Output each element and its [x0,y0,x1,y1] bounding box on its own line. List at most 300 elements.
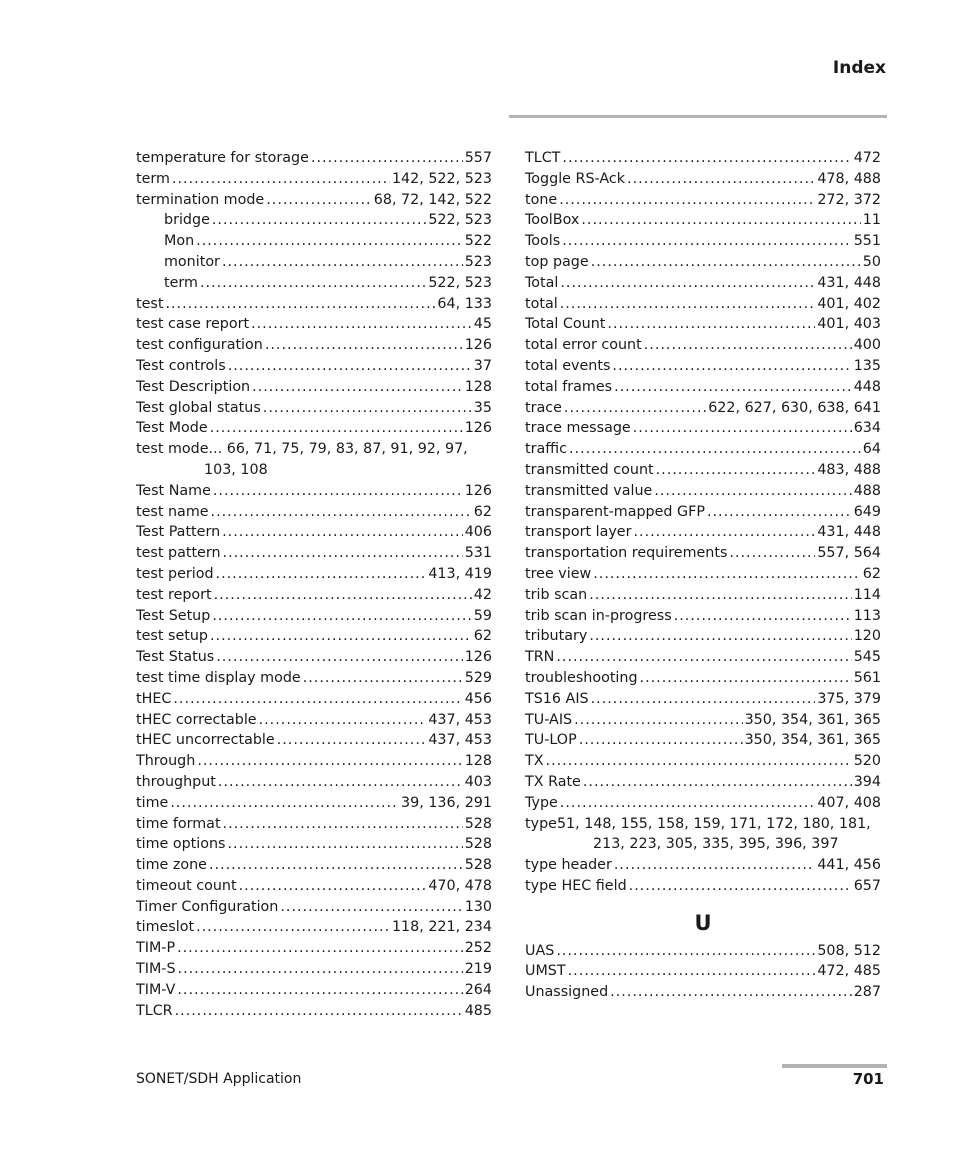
index-entry [525,543,881,564]
dot-leader [280,897,462,918]
index-entry [525,169,881,190]
index-pages: 130 [464,898,492,915]
index-entry [525,356,881,377]
dot-leader [589,585,851,606]
dot-leader [610,982,852,1003]
index-term: Test Status [136,649,215,666]
index-pages: 437, 453 [428,711,492,728]
index-entry [136,959,492,980]
dot-leader [211,502,472,523]
dot-leader [228,356,472,377]
index-pages: 50 [862,253,881,270]
dot-leader [562,231,851,252]
index-term: TS16 AIS [525,690,589,707]
dot-leader [591,689,816,710]
index-pages: 375, 379 [817,690,881,707]
index-term: tHEC correctable [136,711,257,728]
index-entry [525,855,881,876]
index-pages: 126 [464,420,492,437]
index-entry [136,418,492,439]
index-pages: 128 [464,378,492,395]
index-pages: 472 [853,150,881,166]
index-entry [525,460,881,481]
index-term: Test Setup [136,607,211,624]
dot-leader [707,502,852,523]
index-term: total [525,295,558,312]
index-entry [525,647,881,668]
index-pages: 64, 133 [437,295,492,312]
dot-leader [178,959,463,980]
dot-leader [175,1001,463,1022]
index-pages: 431, 448 [817,274,881,291]
index-pages: 407, 408 [817,794,881,811]
dot-leader [674,606,852,627]
index-term: Test Description [136,378,251,395]
index-term: TIM-S [136,961,176,978]
dot-leader [212,210,426,231]
index-entry [136,938,492,959]
index-entry [136,647,492,668]
index-term: Type [525,794,558,811]
dot-leader [311,148,463,169]
index-term: tone [525,191,558,208]
index-entry [525,668,881,689]
dot-leader [263,398,472,419]
dot-leader [216,564,427,585]
index-term: trace message [525,420,631,437]
dot-leader [729,543,815,564]
index-term: type header [525,857,612,874]
index-term: total error count [525,337,642,354]
index-term: tree view [525,565,592,582]
index-entry [525,273,881,294]
dot-leader [644,335,852,356]
index-entry [136,169,492,190]
index-entry [136,335,492,356]
index-entry [136,502,492,523]
index-term: transparent-mapped GFP [525,503,705,520]
index-pages: 557 [464,150,492,166]
index-term: Test controls [136,357,226,374]
index-pages: 62 [473,628,492,645]
index-entry [136,564,492,585]
index-term: Test Name [136,482,211,499]
dot-leader [196,231,463,252]
dot-leader [172,169,390,190]
dot-leader [223,814,463,835]
index-pages: 45 [473,316,492,333]
index-entry [136,314,492,335]
index-subentry [136,252,492,273]
index-term: Unassigned [525,984,609,1001]
index-term: test [136,295,164,312]
index-term: throughput [136,773,216,790]
dot-leader [222,522,463,543]
index-entry [136,876,492,897]
index-term: Tools [525,233,561,250]
dot-leader [562,148,851,169]
index-pages: 528 [464,836,492,853]
dot-leader [214,585,472,606]
index-pages: 39, 136, 291 [401,794,492,811]
dot-leader [303,668,463,689]
dot-leader [165,294,435,315]
index-pages: 401, 403 [817,316,881,333]
index-entry [525,564,881,585]
index-term: test report [136,586,212,603]
dot-leader [266,190,372,211]
index-entry [525,377,881,398]
dot-leader [656,460,816,481]
index-pages: 350, 354, 361, 365 [744,711,881,728]
index-pages: ... 66, 71, 75, 79, 83, 87, 91, 92, 97, [208,441,468,458]
index-entry [525,210,881,231]
index-entry [525,314,881,335]
index-pages: 448 [853,378,881,395]
index-pages: 68, 72, 142, 522 [373,191,492,208]
dot-leader [177,938,463,959]
index-entry [525,606,881,627]
index-term: top page [525,253,589,270]
index-entry [136,897,492,918]
index-pages: 472, 485 [817,963,881,980]
dot-leader [629,876,852,897]
dot-leader [607,314,815,335]
index-pages: 51, 148, 155, 158, 159, 171, 172, 180, 181, [556,815,871,832]
index-term: transportation requirements [525,545,728,562]
index-pages: 113 [853,607,881,624]
index-pages: 561 [853,669,881,686]
index-pages: 64 [862,441,881,458]
page-title: Index [832,58,886,78]
dot-leader [265,335,463,356]
index-entry [525,398,881,419]
dot-leader [259,710,427,731]
index-entry [136,710,492,731]
index-pages: 551 [853,233,881,250]
index-term: transmitted count [525,461,654,478]
index-subentry [136,231,492,252]
dot-leader [196,917,390,938]
index-entry [525,252,881,273]
index-pages: 520 [853,753,881,770]
index-entry [136,626,492,647]
dot-leader [277,730,427,751]
dot-leader [222,252,463,273]
footer-document-title: SONET/SDH Application [136,1071,302,1087]
index-entry [136,543,492,564]
index-term: monitor [164,253,220,270]
index-entry [525,294,881,315]
index-pages: 485 [464,1002,492,1019]
index-entry [136,1001,492,1022]
index-pages: 126 [464,649,492,666]
dot-leader [210,418,463,439]
dot-leader [560,294,816,315]
index-term: total frames [525,378,613,395]
index-term: Total Count [525,316,606,333]
footer-rule [782,1064,887,1068]
dot-leader [173,689,462,710]
index-term: test period [136,565,214,582]
index-pages: 118, 221, 234 [391,919,492,936]
index-term: test pattern [136,545,221,562]
dot-leader [546,751,852,772]
index-term: time zone [136,857,207,874]
index-term: Timer Configuration [136,898,279,915]
dot-leader [614,855,815,876]
index-term: tHEC uncorrectable [136,732,275,749]
index-term: TIM-P [136,940,176,957]
header-rule [509,115,887,118]
index-entry [136,814,492,835]
index-pages: 441, 456 [817,857,881,874]
index-term: tHEC [136,690,172,707]
index-term: TRN [525,649,555,666]
dot-leader [564,398,706,419]
index-entry [136,917,492,938]
index-term: termination mode [136,191,265,208]
dot-leader [213,481,463,502]
dot-leader [209,855,463,876]
index-entry [136,772,492,793]
dot-leader [583,772,852,793]
index-entry [136,606,492,627]
index-entry [525,481,881,502]
index-term: time [136,794,169,811]
index-entry [136,398,492,419]
index-term: TX Rate [525,773,581,790]
index-pages: 531 [464,545,492,562]
index-pages: 488 [853,482,881,499]
index-term: type HEC field [525,877,627,894]
index-term: trace [525,399,562,416]
index-pages: 59 [473,607,492,624]
dot-leader [228,834,463,855]
index-term: test name [136,503,209,520]
dot-leader [569,439,861,460]
index-pages: 437, 453 [428,732,492,749]
index-term: timeslot [136,919,195,936]
index-pages: 522 [464,233,492,250]
dot-leader [218,772,463,793]
index-term: trib scan in-progress [525,607,672,624]
index-pages: 120 [853,628,881,645]
index-pages: 400 [853,337,881,354]
index-pages: 219 [464,961,492,978]
index-pages: 35 [473,399,492,416]
index-pages: 522, 523 [428,212,492,229]
index-pages: 126 [464,337,492,354]
index-entry [525,961,881,982]
index-pages: 142, 522, 523 [391,170,492,187]
index-entry [525,814,881,856]
index-entry [525,730,881,751]
index-pages: 523 [464,253,492,270]
index-pages: 394 [853,773,881,790]
index-pages: 128 [464,753,492,770]
index-entry [136,522,492,543]
index-term: term [164,274,198,291]
index-pages-continued: 213, 223, 305, 335, 395, 396, 397 [593,836,839,853]
index-term: TLCT [525,150,561,166]
dot-leader [556,647,851,668]
index-term: ToolBox [525,212,580,229]
dot-leader [633,418,852,439]
index-entry [525,751,881,772]
index-pages: 403 [464,773,492,790]
index-pages: 272, 372 [817,191,881,208]
dot-leader [556,941,815,962]
dot-leader [559,190,815,211]
index-entry [136,793,492,814]
dot-leader [216,647,462,668]
index-entry [525,626,881,647]
dot-leader [593,564,861,585]
index-pages: 622, 627, 630, 638, 641 [708,399,881,416]
index-pages: 37 [473,357,492,374]
index-entry [525,941,881,962]
index-entry [136,585,492,606]
index-term: temperature for storage [136,150,309,166]
dot-leader [200,273,426,294]
dot-leader [177,980,462,1001]
index-entry [525,585,881,606]
index-entry [525,710,881,731]
dot-leader [654,481,851,502]
index-entry [136,148,492,169]
index-term: transport layer [525,524,632,541]
index-term: troubleshooting [525,669,638,686]
index-entry [525,418,881,439]
dot-leader [568,961,816,982]
index-pages: 478, 488 [817,170,881,187]
index-pages: 529 [464,669,492,686]
index-entry [136,834,492,855]
index-entry [136,855,492,876]
index-entry [525,522,881,543]
index-entry [525,772,881,793]
index-column-right [525,148,881,1003]
index-entry [525,982,881,1003]
index-entry [525,502,881,523]
index-entry [136,689,492,710]
index-entry [136,294,492,315]
index-pages: 62 [473,503,492,520]
index-subentry [136,273,492,294]
index-pages: 264 [464,981,492,998]
index-term: Through [136,753,196,770]
index-entry [136,439,492,481]
index-term: TLCR [136,1002,173,1019]
index-term: traffic [525,441,567,458]
dot-leader [589,626,851,647]
index-column-left [136,148,492,1021]
index-pages: 557, 564 [817,545,881,562]
page-number: 701 [852,1070,884,1088]
dot-leader [170,793,399,814]
index-entry [136,980,492,1001]
index-entry [136,481,492,502]
index-term: timeout count [136,877,237,894]
index-term: TIM-V [136,981,176,998]
index-term: total events [525,357,611,374]
index-entry [525,335,881,356]
index-pages: 522, 523 [428,274,492,291]
dot-leader [560,793,815,814]
index-pages: 649 [853,503,881,520]
dot-leader [210,626,472,647]
index-term: TU-LOP [525,732,577,749]
index-pages: 528 [464,815,492,832]
index-entry [136,751,492,772]
index-entry [136,190,492,211]
index-entry [525,689,881,710]
index-entry [136,668,492,689]
dot-leader [640,668,852,689]
index-pages: 545 [853,649,881,666]
dot-leader [197,751,462,772]
index-entry [136,356,492,377]
index-term: test case report [136,316,250,333]
section-letter-heading: U [694,910,712,935]
index-term: UMST [525,963,566,980]
index-term: bridge [164,212,210,229]
dot-leader [252,377,463,398]
index-pages: 406 [464,524,492,541]
index-term: Test global status [136,399,261,416]
index-pages: 657 [853,877,881,894]
index-subentry [136,210,492,231]
index-pages-continued: 103, 108 [204,461,268,478]
index-pages: 456 [464,690,492,707]
index-term: test setup [136,628,208,645]
index-term: test time display mode [136,669,301,686]
index-term: Test Mode [136,420,208,437]
index-term: trib scan [525,586,588,603]
index-term: time format [136,815,221,832]
index-entry [525,148,881,169]
index-entry [136,730,492,751]
dot-leader [614,377,852,398]
index-pages: 431, 448 [817,524,881,541]
index-pages: 528 [464,857,492,874]
index-entry [525,190,881,211]
index-term: TX [525,753,544,770]
index-pages: 126 [464,482,492,499]
dot-leader [612,356,851,377]
index-entry [136,377,492,398]
index-pages: 114 [853,586,881,603]
dot-leader [591,252,861,273]
index-term: UAS [525,942,555,959]
index-pages: 413, 419 [428,565,492,582]
index-term: Total [525,274,559,291]
index-pages: 634 [853,420,881,437]
index-term: transmitted value [525,482,653,499]
index-term: term [136,170,170,187]
index-entry [525,876,881,897]
index-pages: 135 [853,357,881,374]
index-term: Test Pattern [136,524,221,541]
index-pages: 62 [862,565,881,582]
index-pages: 508, 512 [817,942,881,959]
index-pages: 11 [862,212,881,229]
dot-leader [239,876,427,897]
index-pages: 470, 478 [428,877,492,894]
index-pages: 401, 402 [817,295,881,312]
index-entry [525,793,881,814]
